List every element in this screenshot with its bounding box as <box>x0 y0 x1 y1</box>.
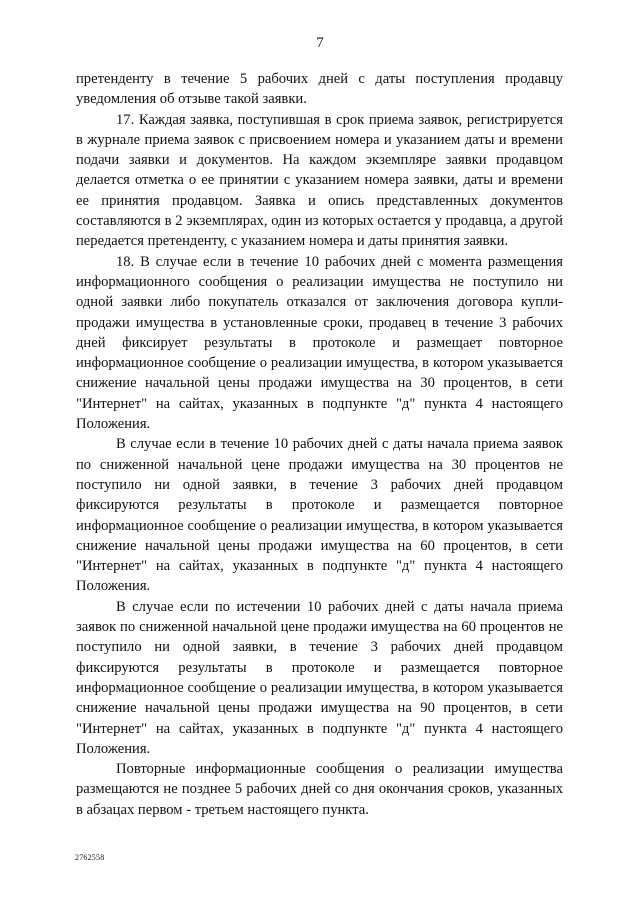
page-number: 7 <box>316 35 324 51</box>
document-body <box>76 69 563 820</box>
paragraph-item-18: 18. В случае если в течение 10 рабочих дней с момента размещения информационного сообщения о реализации имущества не поступило ни одной заявки либо покупатель отказался от заключения договора купли-продажи имущества в установленные сроки, продавец в течение 3 рабочих дней фиксирует результаты в протоколе и размещает повторное информационное сообщение о реализации имущества, в котором указывается снижение начальной цены продажи имущества на 30 процентов, в сети "Интернет" на сайтах, указанных в подпункте "д" пункта 4 настоящего Положения. <box>76 253 563 433</box>
paragraph-item-17: 17. Каждая заявка, поступившая в срок приема заявок, регистрируется в журнале приема заявок с присвоением номера и указанием даты и времени подачи заявки и документов. На каждом экземпляре заявки продавцом делается отметка о ее принятии с указанием номера заявки, даты и времени ее принятия продавцом. Заявка и опись представленных документов составляются в 2 экземплярах, один из которых остается у продавца, а другой передается претенденту, с указанием номера и даты принятия заявки. <box>76 111 563 250</box>
paragraph-item-18-third-reduction: В случае если по истечении 10 рабочих дней с даты начала приема заявок по сниженной начальной цене продажи имущества на 60 процентов не поступило ни одной заявки, в течение 3 рабочих дней продавцом фиксируются результаты в протоколе и размещается повторное информационное сообщение о реализации имущества, в котором указывается снижение начальной цены продажи имущества на 90 процентов, в сети "Интернет" на сайтах, указанных в подпункте "д" пункта 4 настоящего Положения. <box>76 598 563 757</box>
document-code: 2762558 <box>75 853 105 862</box>
paragraph-continuation: претенденту в течение 5 рабочих дней с даты поступления продавцу уведомления об отзыве такой заявки. <box>76 71 563 108</box>
paragraph-item-18-repeat-notices: Повторные информационные сообщения о реализации имущества размещаются не позднее 5 рабочих дней со дня окончания сроков, указанных в абзацах первом - третьем настоящего пункта. <box>76 761 563 818</box>
paragraph-item-18-second-reduction: В случае если в течение 10 рабочих дней с даты начала приема заявок по сниженной начальной цене продажи имущества на 30 процентов не поступило ни одной заявки, в течение 3 рабочих дней продавцом фиксируются результаты в протоколе и размещается повторное информационное сообщение о реализации имущества, в котором указывается снижение начальной цены продажи имущества на 60 процентов, в сети "Интернет" на сайтах, указанных в подпункте "д" пункта 4 настоящего Положения. <box>76 436 563 595</box>
